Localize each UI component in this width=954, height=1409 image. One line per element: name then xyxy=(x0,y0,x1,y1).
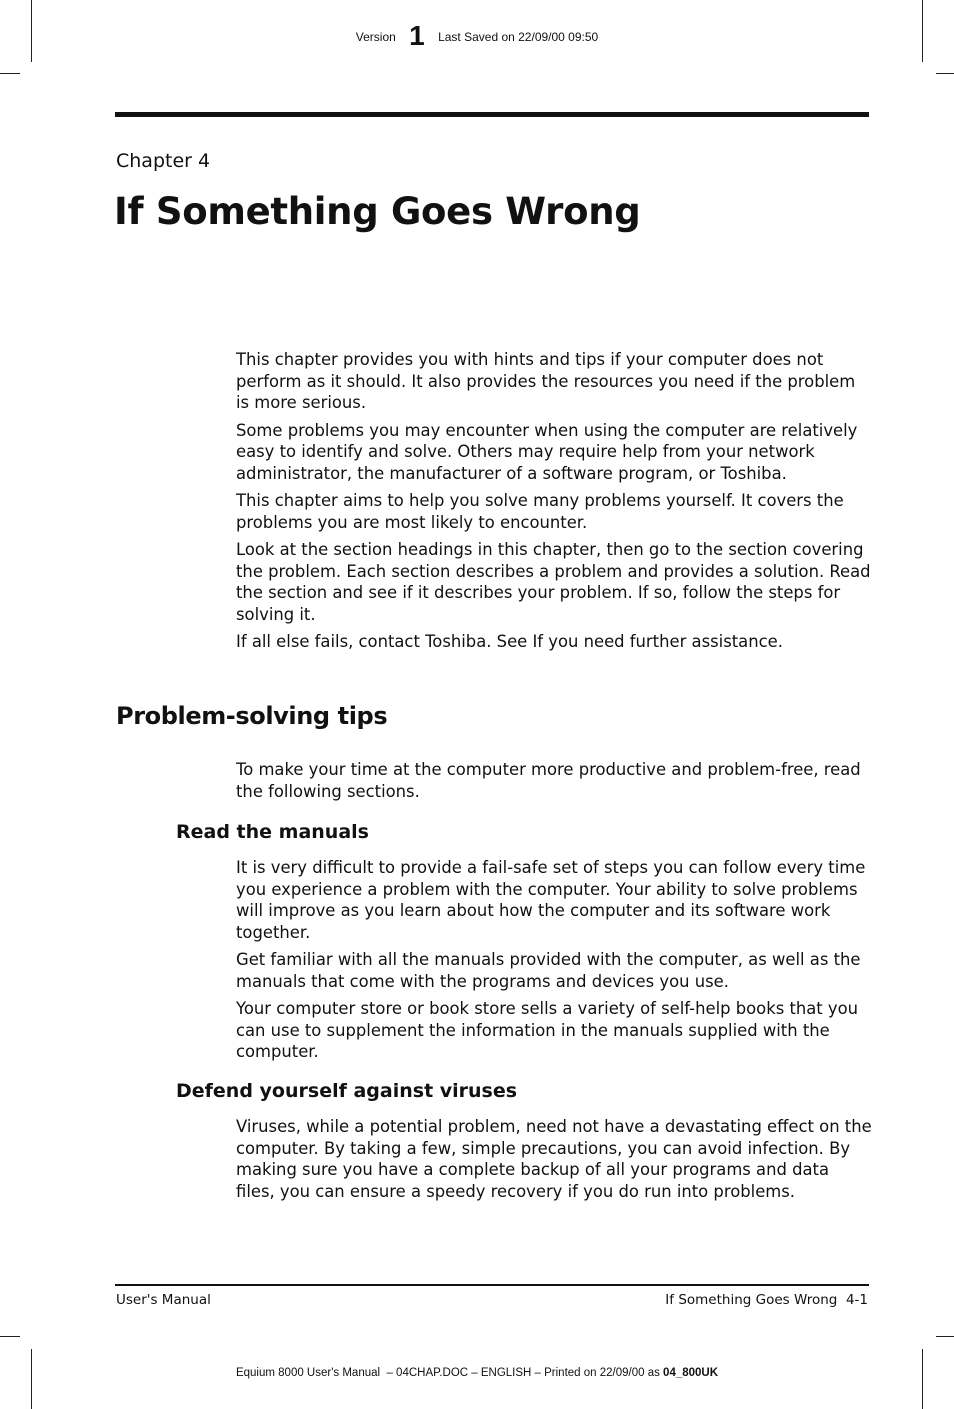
top-rule xyxy=(115,112,869,117)
intro-paragraph: Look at the section headings in this chapter, then go to the section covering the problem. Each section describes a problem and provides a solution. Read the section and see if it describes your problem. If so, follow the steps for solving it. xyxy=(236,540,871,624)
viruses-text xyxy=(236,1116,872,1208)
crop-mark xyxy=(0,1336,20,1337)
section-heading: Problem-solving tips xyxy=(116,702,388,730)
viruses-paragraph: Viruses, while a potential problem, need not have a devastating effect on the computer. By taking a few, simple precautions, you can avoid infection. By making sure you have a complete backup of all your programs and data files, you can ensure a speedy recovery if you do run into problems. xyxy=(236,1117,872,1201)
print-code: 04_800UK xyxy=(663,1367,719,1379)
section-intro xyxy=(236,759,872,808)
manuals-paragraph: Your computer store or book store sells a variety of self-help books that you can use to supplement the information in the manuals supplied with the computer. xyxy=(236,999,859,1061)
crop-mark xyxy=(922,1349,923,1409)
manuals-paragraph: Get familiar with all the manuals provided with the computer, as well as the manuals that come with the programs and devices you use. xyxy=(236,950,861,991)
version-label: Version xyxy=(355,30,396,44)
intro-paragraph: This chapter aims to help you solve many problems yourself. It covers the problems you are most likely to encounter. xyxy=(236,491,844,532)
manuals-paragraph: It is very difficult to provide a fail-safe set of steps you can follow every time you experience a problem with the computer. Your ability to solve problems will improve as you learn about how the computer and its software work together. xyxy=(236,858,866,942)
print-line xyxy=(0,1367,954,1379)
crop-mark xyxy=(0,73,20,74)
bottom-rule xyxy=(115,1284,869,1286)
intro-paragraph: Some problems you may encounter when using the computer are relatively easy to identify and solve. Others may require help from your network administrator, the manufacturer of a software program, or Toshiba. xyxy=(236,420,858,483)
version-number: 1 xyxy=(409,20,425,51)
footer-left: User's Manual xyxy=(116,1292,211,1308)
intro-text xyxy=(236,349,872,659)
intro-paragraph: This chapter provides you with hints and tips if your computer does not perform as it should. It also provides the resources you need if the problem is more serious. xyxy=(236,350,856,412)
chapter-label: Chapter 4 xyxy=(116,150,211,172)
version-line xyxy=(0,20,954,52)
section-intro-paragraph: To make your time at the computer more productive and problem-free, read the following sections. xyxy=(236,760,861,801)
crop-mark xyxy=(936,73,954,74)
print-info: Equium 8000 User's Manual – 04CHAP.DOC – ENGLISH – Printed on 22/09/00 as xyxy=(235,1367,664,1379)
crop-mark xyxy=(936,1336,954,1337)
manuals-text xyxy=(236,857,872,1069)
last-saved: Last Saved on 22/09/00 09:50 xyxy=(438,30,599,44)
footer-right: If Something Goes Wrong 4-1 xyxy=(665,1292,868,1308)
chapter-title: If Something Goes Wrong xyxy=(114,190,641,233)
manuals-heading: Read the manuals xyxy=(176,821,369,843)
viruses-heading: Defend yourself against viruses xyxy=(176,1080,518,1102)
crop-mark xyxy=(31,1349,32,1409)
intro-paragraph: If all else fails, contact Toshiba. See If you need further assistance. xyxy=(236,632,783,651)
